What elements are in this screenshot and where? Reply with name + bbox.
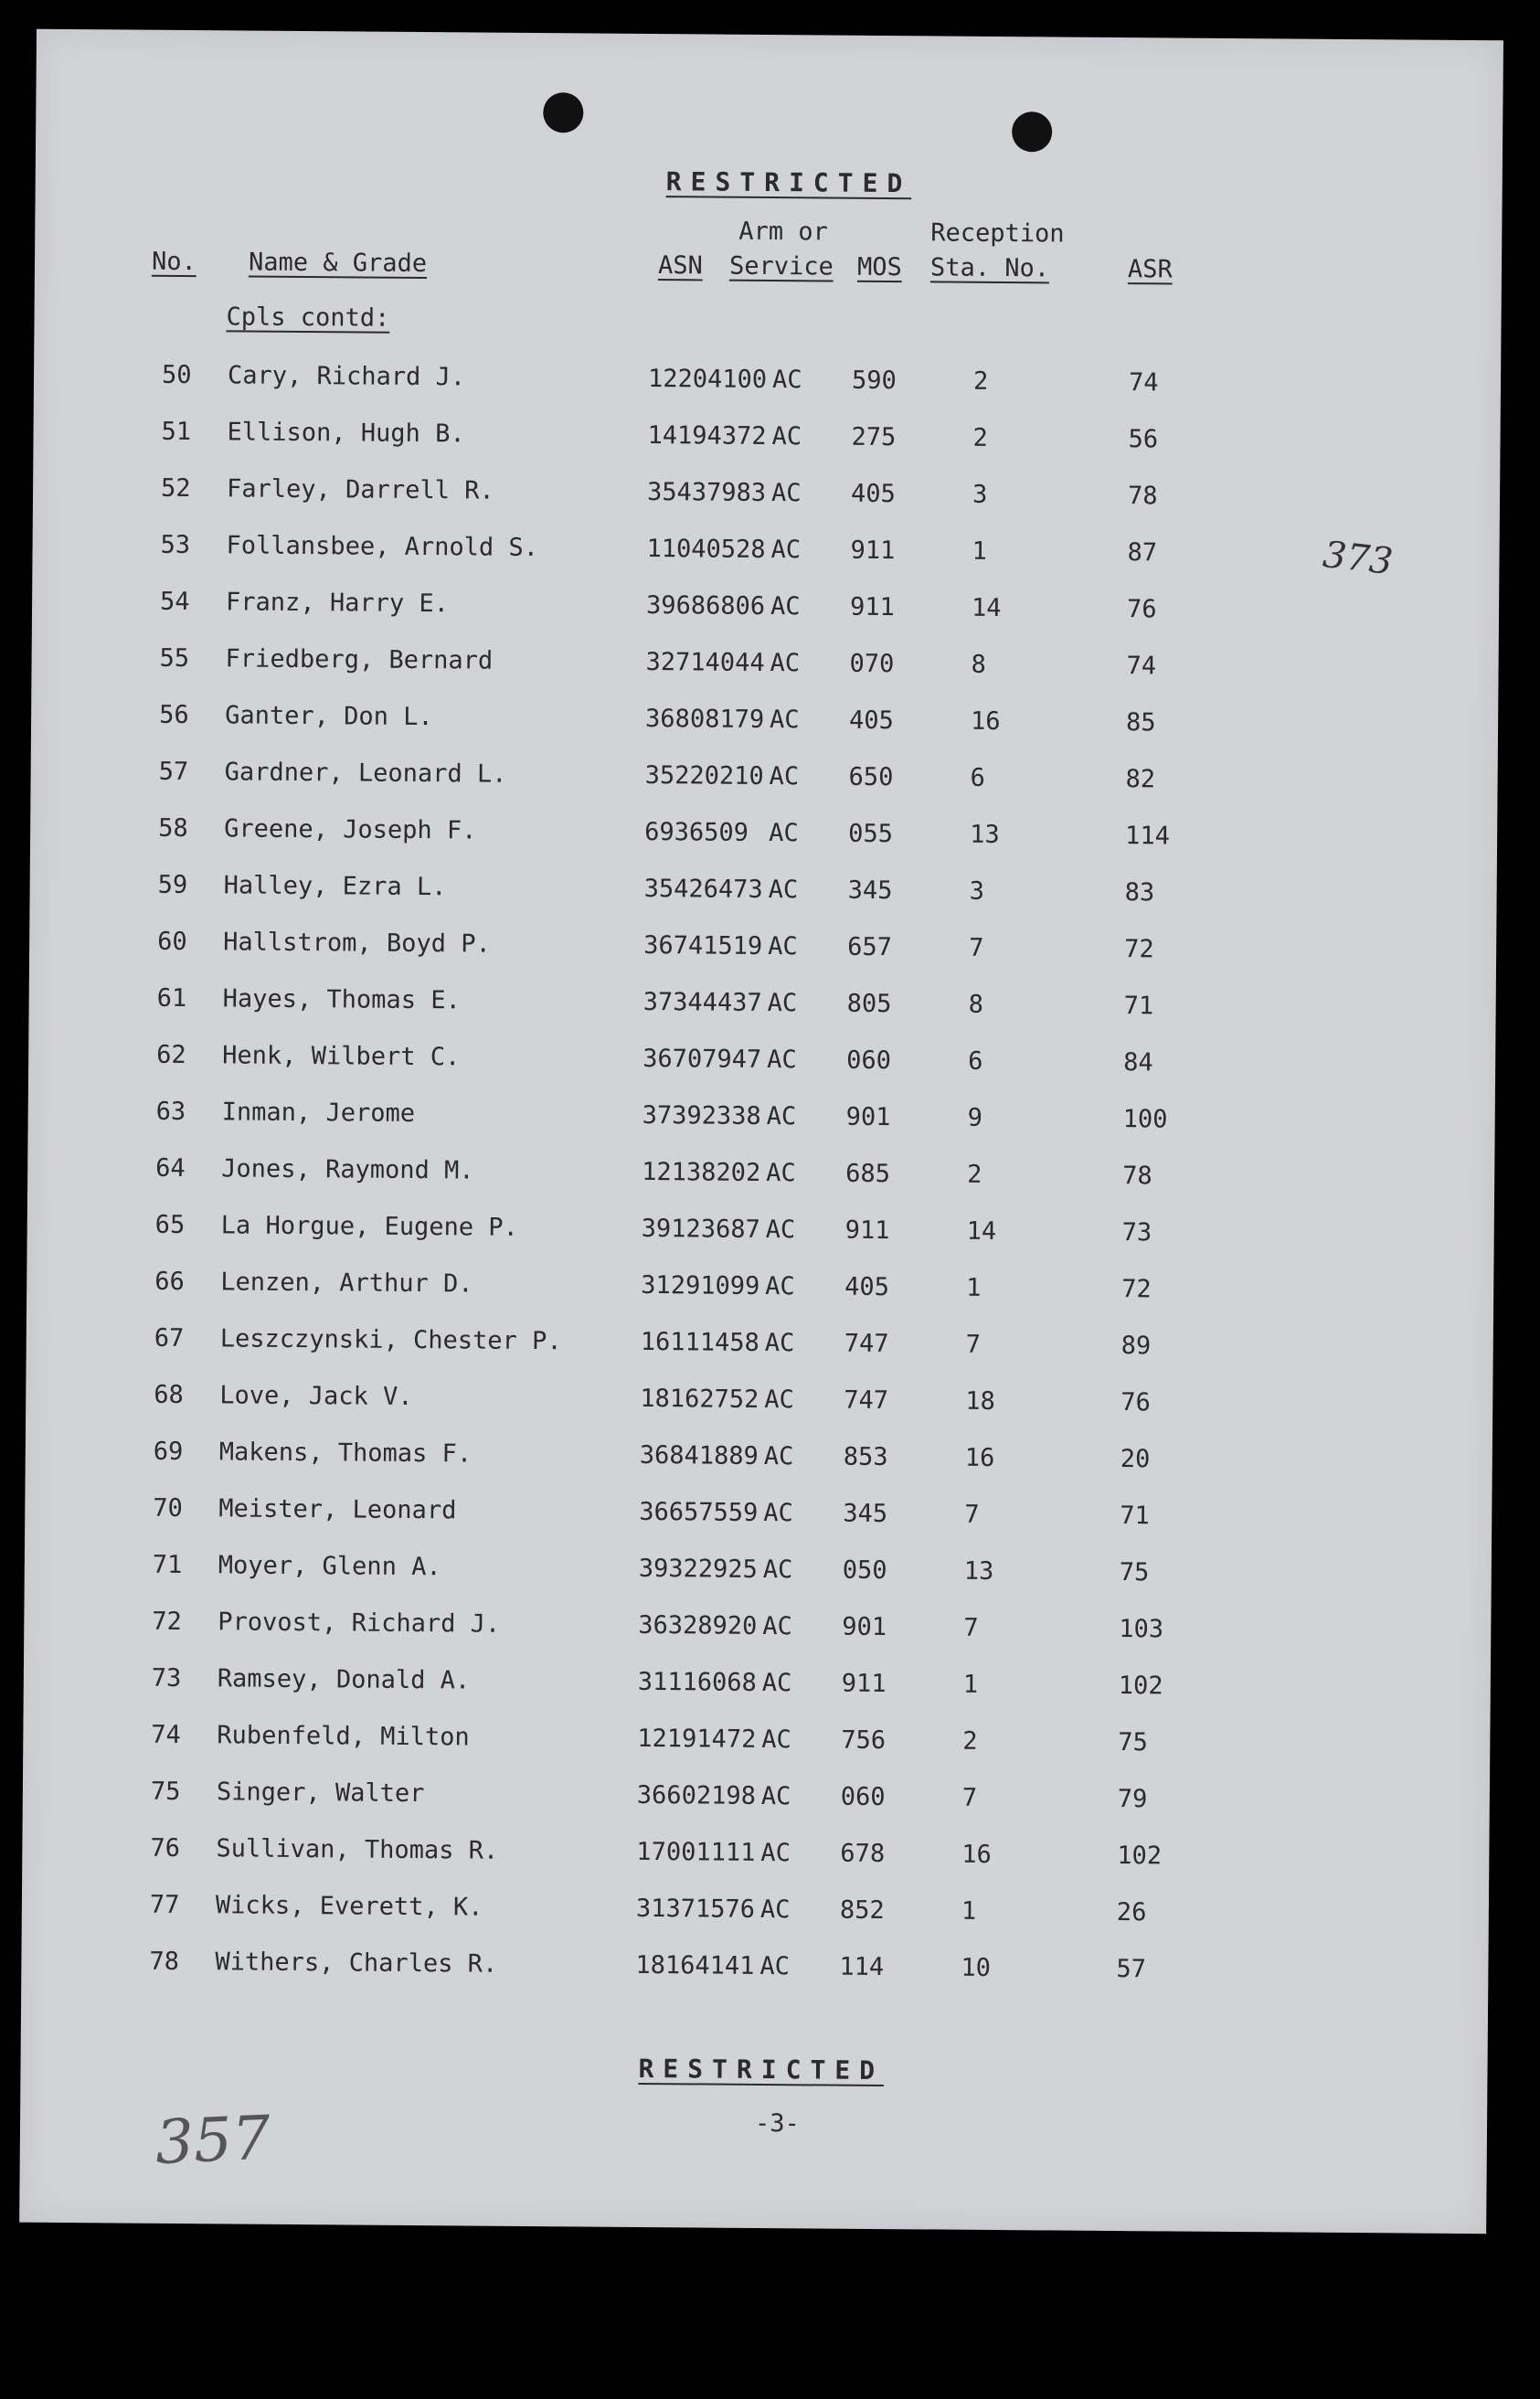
row-asr: 82: [1125, 765, 1156, 794]
row-number: 52: [160, 473, 191, 504]
row-asn: 18162752: [640, 1384, 759, 1414]
table-row: [24, 1663, 1491, 1712]
table-row: [27, 1210, 1494, 1258]
row-mos: 901: [842, 1612, 887, 1642]
col-asr: ASR: [1127, 255, 1173, 284]
col-mos: MOS: [856, 252, 902, 282]
row-number: 74: [151, 1720, 182, 1749]
row-arm: AC: [765, 1272, 795, 1301]
row-asr: 79: [1117, 1785, 1148, 1814]
row-asr: 71: [1120, 1502, 1150, 1531]
row-asn: 35426473: [643, 874, 763, 904]
row-asn: 12204100: [647, 364, 768, 394]
table-row: [28, 1097, 1495, 1145]
row-mos: 050: [842, 1555, 887, 1586]
row-station: 2: [962, 1726, 978, 1756]
row-name: Rubenfeld, Milton: [217, 1721, 470, 1752]
row-mos: 805: [846, 989, 892, 1019]
row-asn: 32714044: [645, 647, 765, 677]
row-asn: 35437983: [646, 477, 767, 507]
row-name: Sullivan, Thomas R.: [216, 1834, 499, 1865]
row-station: 16: [961, 1840, 993, 1869]
row-arm: AC: [765, 1215, 796, 1245]
stamp-number: 373: [1321, 533, 1396, 584]
page-number: -3-: [754, 2108, 800, 2139]
row-arm: AC: [760, 1838, 791, 1868]
row-asn: 16111458: [640, 1327, 759, 1357]
row-name: Leszczynski, Chester P.: [219, 1324, 562, 1356]
table-row: [29, 927, 1496, 975]
col-arm-line1: Arm or: [738, 217, 828, 247]
row-asr: 76: [1126, 595, 1157, 624]
row-station: 7: [963, 1613, 979, 1642]
row-mos: 756: [841, 1725, 887, 1756]
row-arm: AC: [770, 649, 801, 678]
document-page: [19, 29, 1503, 2234]
row-name: Inman, Jerome: [221, 1098, 416, 1128]
row-number: 67: [154, 1323, 185, 1353]
row-mos: 055: [848, 819, 894, 849]
row-asr: 57: [1116, 1955, 1147, 1984]
row-number: 75: [150, 1777, 181, 1806]
row-number: 61: [156, 983, 187, 1014]
row-number: 69: [153, 1437, 184, 1467]
row-mos: 747: [844, 1329, 889, 1359]
row-mos: 345: [843, 1499, 888, 1529]
row-name: Follansbee, Arnold S.: [226, 531, 539, 563]
row-mos: 345: [847, 876, 893, 906]
row-station: 1: [972, 536, 987, 566]
row-number: 60: [157, 927, 187, 957]
roster-table: [19, 29, 1503, 2234]
row-asr: 114: [1125, 822, 1171, 851]
row-asr: 74: [1128, 368, 1159, 398]
row-station: 3: [969, 876, 985, 906]
row-station: 13: [970, 820, 1000, 849]
row-asn: 39123687: [641, 1214, 760, 1244]
row-arm: AC: [762, 1555, 793, 1585]
table-row: [26, 1437, 1492, 1485]
row-name: Hayes, Thomas E.: [222, 984, 461, 1015]
row-asn: 12138202: [642, 1157, 761, 1187]
row-name: Franz, Harry E.: [225, 588, 450, 619]
table-row: [33, 417, 1500, 465]
row-number: 68: [154, 1380, 184, 1410]
table-row: [21, 1947, 1488, 1995]
row-name: Hallstrom, Boyd P.: [223, 928, 491, 959]
row-number: 59: [157, 870, 188, 900]
row-station: 14: [971, 593, 1002, 623]
row-number: 66: [154, 1267, 185, 1297]
row-name: Singer, Walter: [216, 1778, 425, 1809]
table-row: [26, 1380, 1492, 1428]
row-station: 2: [972, 423, 988, 452]
row-arm: AC: [761, 1668, 792, 1698]
row-mos: 405: [848, 706, 895, 736]
row-station: 10: [961, 1953, 992, 1982]
row-mos: 070: [849, 649, 895, 679]
row-arm: AC: [761, 1725, 791, 1755]
row-station: 1: [961, 1896, 977, 1926]
row-name: Withers, Charles R.: [215, 1948, 498, 1979]
row-name: Love, Jack V.: [219, 1381, 413, 1411]
row-name: Moyer, Glenn A.: [218, 1551, 441, 1582]
row-asn: 12191472: [637, 1724, 757, 1754]
row-arm: AC: [766, 1159, 796, 1188]
row-station: 16: [970, 706, 1001, 737]
row-name: Ramsey, Donald A.: [217, 1664, 471, 1695]
row-mos: 911: [850, 536, 896, 566]
col-no: No.: [151, 247, 196, 277]
row-station: 9: [967, 1103, 983, 1132]
row-station: 14: [966, 1216, 997, 1246]
row-mos: 650: [848, 762, 894, 792]
row-station: 13: [963, 1556, 994, 1586]
row-arm: AC: [769, 762, 800, 791]
row-arm: AC: [760, 1781, 791, 1811]
row-station: 7: [961, 1783, 978, 1812]
row-arm: AC: [767, 1046, 797, 1075]
row-mos: 405: [844, 1272, 890, 1302]
row-mos: 590: [851, 366, 897, 396]
row-asr: 73: [1121, 1218, 1152, 1247]
row-number: 72: [152, 1607, 182, 1636]
row-station: 6: [968, 1046, 983, 1076]
row-mos: 911: [844, 1215, 890, 1246]
row-mos: 678: [840, 1839, 886, 1869]
row-asr: 74: [1126, 652, 1157, 681]
col-name: Name & Grade: [248, 248, 428, 279]
row-asn: 37392338: [642, 1100, 761, 1131]
row-number: 76: [150, 1833, 181, 1863]
row-asr: 103: [1119, 1615, 1164, 1644]
row-station: 1: [966, 1273, 982, 1302]
row-name: Cary, Richard J.: [227, 361, 466, 392]
row-number: 56: [159, 700, 189, 730]
row-asn: 31116068: [637, 1667, 758, 1697]
row-asr: 76: [1120, 1388, 1151, 1417]
row-arm: AC: [768, 932, 798, 961]
row-station: 3: [972, 480, 988, 509]
row-asr: 56: [1128, 425, 1159, 454]
table-row: [23, 1720, 1490, 1768]
row-mos: 911: [841, 1669, 887, 1699]
table-row: [29, 870, 1496, 918]
row-asn: 36707947: [643, 1044, 762, 1074]
table-row: [32, 530, 1499, 579]
row-station: 18: [965, 1386, 995, 1416]
row-asr: 100: [1122, 1105, 1168, 1134]
row-mos: 060: [846, 1046, 892, 1076]
row-arm: AC: [767, 989, 798, 1018]
row-mos: 901: [845, 1102, 891, 1132]
row-arm: AC: [771, 422, 802, 451]
row-name: Lenzen, Arthur D.: [220, 1268, 473, 1299]
row-asr: 75: [1119, 1558, 1150, 1587]
table-row: [25, 1493, 1492, 1542]
row-number: 54: [159, 587, 190, 617]
col-reception-line2: Sta. No.: [929, 253, 1050, 283]
row-arm: AC: [763, 1498, 793, 1528]
row-mos: 685: [845, 1159, 891, 1189]
row-name: Gardner, Leonard L.: [224, 758, 507, 789]
row-arm: AC: [764, 1328, 795, 1358]
row-asn: 36328920: [638, 1610, 758, 1640]
row-arm: AC: [766, 1102, 797, 1131]
row-mos: 911: [849, 592, 895, 622]
row-name: Ellison, Hugh B.: [227, 418, 465, 449]
row-number: 65: [154, 1210, 186, 1240]
table-row: [27, 1267, 1493, 1315]
row-asr: 75: [1118, 1728, 1148, 1757]
row-mos: 852: [839, 1895, 885, 1926]
row-mos: 747: [844, 1385, 889, 1416]
row-name: Halley, Ezra L.: [223, 871, 447, 902]
row-number: 62: [156, 1040, 186, 1070]
row-asr: 26: [1116, 1898, 1147, 1927]
table-row: [27, 1323, 1493, 1372]
row-asr: 78: [1127, 482, 1158, 511]
row-number: 73: [151, 1663, 182, 1693]
row-asn: 18164141: [635, 1950, 755, 1980]
row-arm: AC: [762, 1611, 792, 1641]
row-arm: AC: [770, 592, 801, 621]
row-asr: 89: [1120, 1332, 1152, 1361]
section-label: Cpls contd:: [226, 303, 390, 333]
table-row: [34, 360, 1501, 409]
row-number: 55: [159, 643, 190, 674]
row-arm: AC: [770, 479, 802, 508]
row-asn: 35220210: [644, 760, 764, 791]
row-station: 7: [969, 933, 984, 962]
col-arm-line2: Service: [728, 251, 834, 281]
row-name: Wicks, Everett, K.: [215, 1891, 483, 1922]
row-asr: 85: [1125, 708, 1156, 738]
row-asn: 36657559: [639, 1497, 759, 1527]
table-row: [22, 1833, 1489, 1882]
row-asn: 36841889: [639, 1440, 759, 1470]
handwritten-number: 357: [154, 2102, 272, 2179]
row-station: 8: [968, 990, 984, 1019]
col-reception-line1: Reception: [930, 218, 1065, 249]
row-number: 70: [153, 1493, 183, 1523]
row-asr: 72: [1124, 935, 1154, 964]
table-row: [32, 587, 1499, 635]
row-name: Friedberg, Bernard: [225, 644, 494, 675]
table-row: [30, 813, 1497, 862]
row-asn: 14194372: [647, 420, 767, 451]
table-row: [25, 1550, 1492, 1598]
row-station: 1: [962, 1670, 979, 1699]
row-number: 71: [152, 1550, 183, 1579]
row-station: 7: [965, 1330, 982, 1359]
row-name: Makens, Thomas F.: [218, 1438, 473, 1469]
row-asn: 37344437: [643, 987, 762, 1017]
row-asr: 83: [1124, 878, 1155, 908]
table-row: [24, 1607, 1491, 1655]
row-station: 7: [964, 1500, 980, 1529]
row-name: Jones, Raymond M.: [221, 1154, 474, 1185]
row-number: 63: [155, 1097, 186, 1127]
row-station: 2: [967, 1160, 982, 1189]
row-station: 2: [972, 366, 989, 396]
row-number: 64: [155, 1153, 186, 1184]
row-number: 51: [161, 417, 192, 447]
row-arm: AC: [770, 536, 802, 565]
header-classification: RESTRICTED: [665, 166, 912, 199]
row-name: Greene, Joseph F.: [224, 814, 477, 845]
table-row: [23, 1777, 1490, 1825]
row-arm: AC: [769, 706, 800, 735]
row-number: 53: [160, 530, 191, 560]
row-asn: 31291099: [641, 1270, 760, 1300]
row-mos: 405: [850, 479, 896, 509]
row-station: 8: [971, 650, 986, 679]
row-arm: AC: [769, 819, 799, 848]
row-station: 6: [970, 763, 986, 792]
row-name: La Horgue, Eugene P.: [220, 1211, 518, 1242]
row-asr: 102: [1117, 1842, 1163, 1871]
row-asr: 78: [1122, 1162, 1152, 1191]
row-name: Provost, Richard J.: [218, 1608, 501, 1639]
row-name: Ganter, Don L.: [225, 701, 433, 732]
row-arm: AC: [759, 1895, 791, 1925]
row-asr: 84: [1123, 1048, 1153, 1077]
row-asn: 36741519: [643, 930, 763, 961]
table-row: [30, 757, 1497, 805]
row-mos: 275: [851, 422, 897, 452]
row-mos: 657: [847, 932, 893, 962]
row-number: 50: [161, 360, 192, 390]
row-name: Henk, Wilbert C.: [222, 1041, 461, 1072]
footer-classification: RESTRICTED: [638, 2053, 885, 2086]
row-asn: 6936509: [644, 817, 749, 847]
row-arm: AC: [763, 1441, 794, 1471]
row-name: Farley, Darrell R.: [226, 474, 494, 505]
row-mos: 114: [839, 1952, 885, 1982]
row-mos: 060: [840, 1782, 886, 1812]
table-row: [29, 983, 1496, 1032]
row-mos: 853: [843, 1442, 888, 1472]
col-asn: ASN: [657, 251, 703, 281]
row-number: 57: [158, 757, 189, 787]
row-arm: AC: [764, 1385, 794, 1415]
row-asn: 36602198: [636, 1780, 757, 1810]
row-asn: 17001111: [636, 1837, 756, 1867]
row-number: 58: [158, 813, 188, 844]
row-asn: 39322925: [638, 1554, 758, 1584]
table-row: [33, 473, 1500, 522]
row-arm: AC: [768, 876, 799, 905]
row-asn: 11040528: [646, 534, 766, 564]
row-asr: 72: [1121, 1275, 1152, 1304]
row-arm: AC: [771, 366, 802, 395]
row-asn: 39686806: [645, 590, 766, 621]
row-asr: 20: [1120, 1445, 1151, 1474]
table-row: [22, 1890, 1489, 1938]
row-name: Meister, Leonard: [218, 1494, 457, 1525]
table-row: [31, 643, 1498, 692]
row-asn: 36808179: [644, 704, 765, 734]
row-number: 77: [149, 1890, 180, 1919]
row-asr: 87: [1127, 538, 1158, 568]
row-arm: AC: [759, 1951, 791, 1981]
row-asr: 71: [1123, 992, 1154, 1021]
row-station: 16: [964, 1443, 995, 1472]
row-number: 78: [149, 1947, 180, 1976]
row-asn: 31371576: [635, 1894, 756, 1924]
table-row: [27, 1153, 1494, 1202]
table-row: [28, 1040, 1495, 1088]
row-asr: 102: [1118, 1672, 1163, 1701]
table-row: [31, 700, 1498, 748]
